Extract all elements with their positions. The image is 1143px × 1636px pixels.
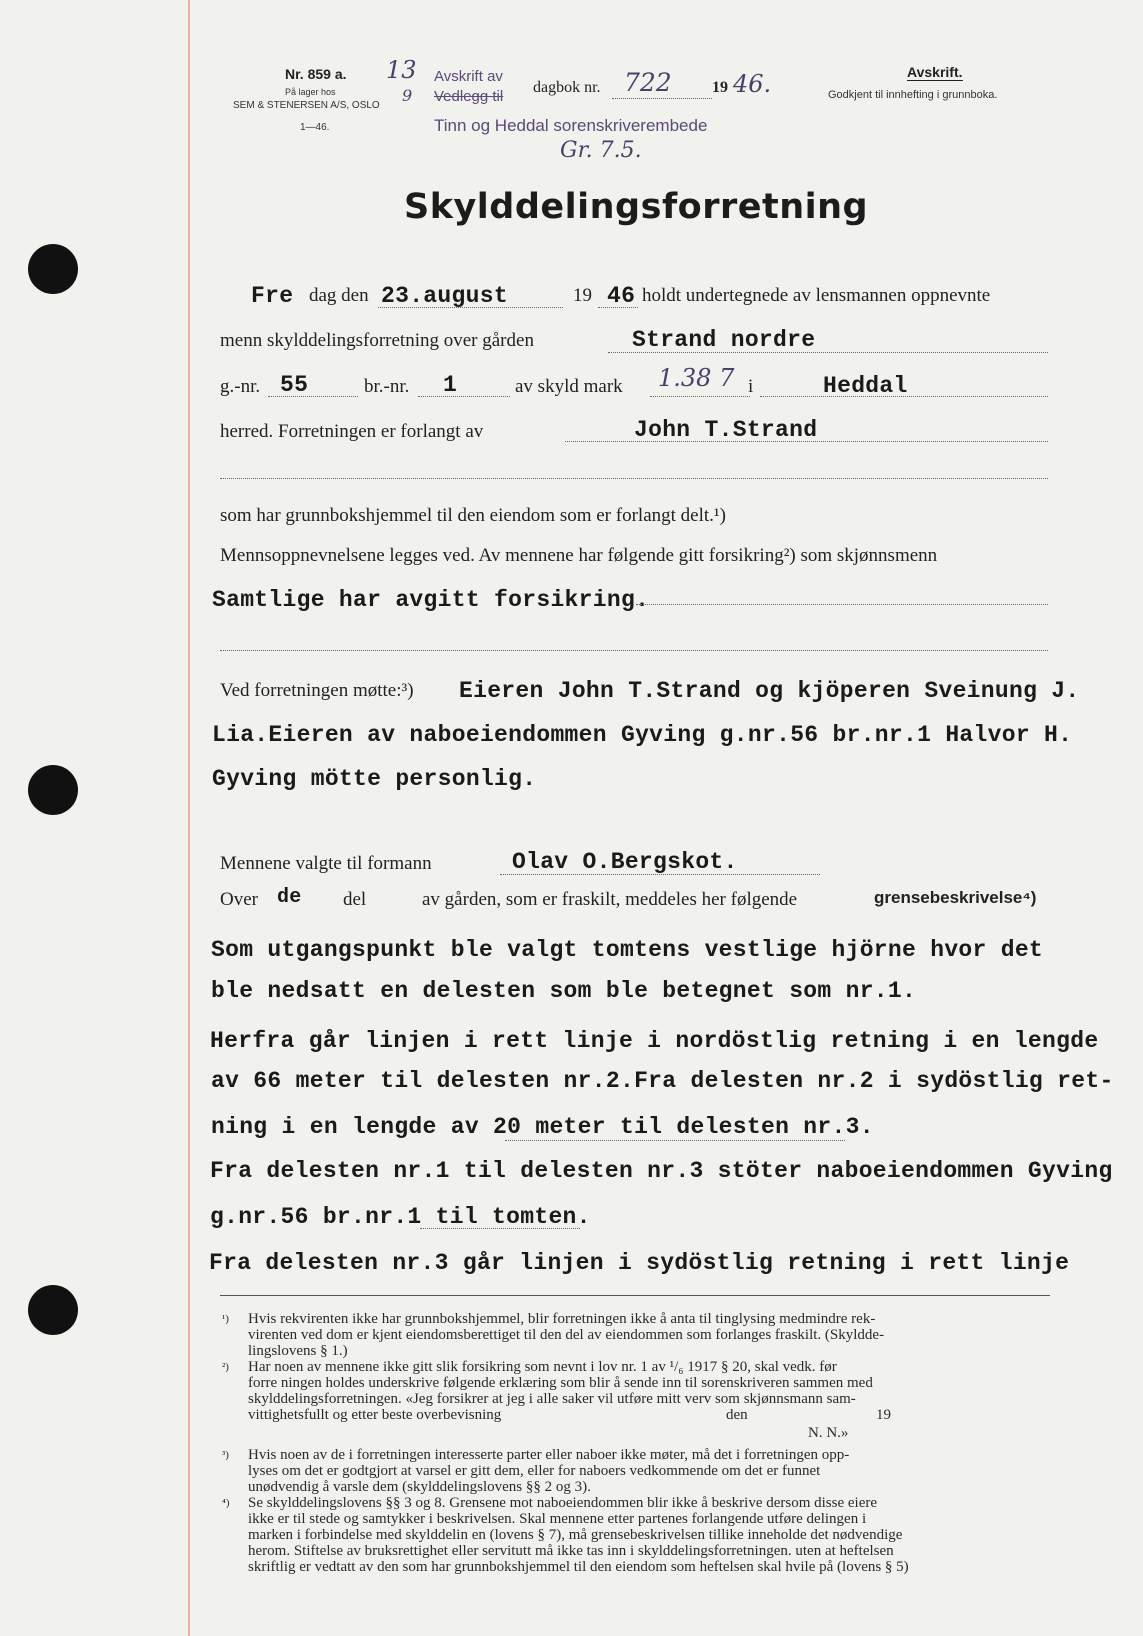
margin-rule: [188, 0, 190, 1636]
footnote-text: virenten ved dom er kjent eiendomsberettiget til den del av eiendommen som forlanges fraskilt. (Skyldde-: [248, 1327, 885, 1343]
form-number: Nr. 859 a.: [285, 66, 347, 82]
menn-text: menn skylddelingsforretning over gården: [220, 330, 534, 351]
forsikring-line: [636, 604, 1048, 605]
description-line: ble nedsatt en delesten som ble betegnet som nr.1.: [211, 978, 917, 1004]
handwritten-note: Gr. 7.5.: [560, 138, 642, 163]
footnote-text: Se skylddelingslovens §§ 3 og 8. Grensene mot naboeiendommen blir ikke å beskrive dersom disse eiere: [248, 1495, 878, 1511]
motte-typed-2: Lia.Eieren av naboeiendommen Gyving g.nr.56 br.nr.1 Halvor H.: [212, 722, 1073, 748]
brnr-label: br.-nr.: [364, 376, 410, 397]
footnote-number: ¹): [222, 1313, 229, 1325]
motte-typed-1: Eieren John T.Strand og kjöperen Sveinung J.: [459, 678, 1080, 704]
blank-line: [220, 478, 1048, 479]
footnote-text: forre ningen holdes underskrive følgende erklæring som blir å sende inn til sorenskriveren sammen med: [248, 1375, 873, 1391]
over-label: Over: [220, 889, 258, 910]
footnote-text: Hvis noen av de i forretningen interesserte parter eller naboer ikke møter, må det i forretningen opp-: [248, 1447, 850, 1463]
footnote-text: Har noen av mennene ikke gitt slik forsikring som nevnt i lov nr. 1 av ¹/₆ 1917 § 20, skal vedk. før: [248, 1359, 837, 1375]
skyld-label: av skyld mark: [515, 376, 623, 397]
gnr-value: 55: [280, 372, 309, 398]
grunnbok-text: som har grunnbokshjemmel til den eiendom som er forlangt delt.¹): [220, 505, 726, 526]
publisher-date: 1—46.: [300, 122, 330, 133]
year-suffix: 46: [607, 283, 636, 309]
year-prefix: 19: [573, 285, 592, 306]
forsikring-typed: Samtlige har avgitt forsikring.: [212, 587, 650, 613]
description-underline: [420, 1228, 580, 1229]
punch-hole: [28, 765, 78, 815]
gnr-label: g.-nr.: [220, 376, 261, 397]
description-line: av 66 meter til delesten nr.2.Fra delesten nr.2 i sydöstlig ret-: [211, 1068, 1114, 1094]
footnote-rule: [220, 1295, 1050, 1296]
description-line: Som utgangspunkt ble valgt tomtens vestlige hjörne hvor det: [211, 937, 1044, 963]
skyld-line: [650, 396, 750, 397]
fraskilt-text: av gården, som er fraskilt, meddeles her følgende: [422, 889, 798, 910]
header-year-prefix: 19: [712, 79, 728, 96]
footnote-number: ²): [222, 1361, 229, 1373]
footnote-text: herom. Stiftelse av bruksrettighet eller servitutt må ikke tas inn i skylddelingsforretningen. uten at heftelsen: [248, 1543, 894, 1559]
footnote-text: N. N.»: [808, 1425, 849, 1441]
dagbok-number: 722: [624, 68, 672, 97]
description-line: Fra delesten nr.1 til delesten nr.3 stöter naboeiendommen Gyving: [210, 1158, 1113, 1184]
footnote-text: vittighetsfullt og etter beste overbevisning: [248, 1407, 502, 1423]
brnr-line: [418, 396, 510, 397]
godkjent-text: Godkjent til innhefting i grunnboka.: [828, 89, 998, 101]
footnote-text: 19: [876, 1407, 891, 1423]
skyld-value: 1.38 7: [658, 364, 735, 392]
municipality: Heddal: [823, 373, 908, 399]
brnr-value: 1: [443, 372, 458, 398]
holdt-text: holdt undertegnede av lensmannen oppnevnte: [642, 285, 991, 306]
description-underline: [505, 1140, 845, 1141]
publisher-line: På lager hos: [285, 87, 336, 97]
stamp-office: Tinn og Heddal sorenskriverembede: [434, 116, 708, 135]
description-line: ning i en lengde av 20 meter til delesten nr.3.: [211, 1114, 874, 1140]
mennsopp-text: Mennsoppnevnelsene legges ved. Av mennene har følgende gitt forsikring²) som skjønnsmenn: [220, 545, 938, 566]
handwritten-date-day: 13: [386, 56, 417, 84]
motte-label: Ved forretningen møtte:³): [220, 680, 414, 701]
description-line: Herfra går linjen i rett linje i nordöstlig retning i en lengde: [210, 1028, 1099, 1054]
footnote-text: lyses om det er godtgjort at varsel er gitt dem, eller for naboers vedkommende om det er funnet: [248, 1463, 821, 1479]
farm-name: Strand nordre: [632, 327, 816, 353]
requester: John T.Strand: [634, 417, 818, 443]
footnote-text: skriftlig er vedtatt av den som har grunnbokshjemmel til den eiendom som heftelsen skal hvile på (lovens § 5): [248, 1559, 909, 1575]
stamp-avskrift: Avskrift av: [434, 68, 503, 85]
footnote-text: Hvis rekvirenten ikke har grunnbokshjemmel, blir forretningen ikke å anta til tinglysing medmindre rek-: [248, 1311, 876, 1327]
punch-hole: [28, 244, 78, 294]
footnote-text: lingslovens § 1.): [248, 1343, 348, 1359]
herred-text: herred. Forretningen er forlangt av: [220, 421, 484, 442]
grense-label: grensebeskrivelse⁴): [874, 888, 1037, 907]
publisher-name: SEM & STENERSEN A/S, OSLO: [233, 100, 380, 111]
footnote-text: marken i forbindelse med skylddelin en (lovens § 7), må grensebeskrivelsen tillike inneholde det nødvendige: [248, 1527, 903, 1543]
document-title: Skylddelingsforretning: [404, 187, 869, 227]
description-line: g.nr.56 br.nr.1 til tomten.: [210, 1204, 591, 1230]
punch-hole: [28, 1285, 78, 1335]
avskrift-label: Avskrift.: [907, 64, 963, 80]
formann-label: Mennene valgte til formann: [220, 853, 432, 874]
description-line: Fra delesten nr.3 går linjen i sydöstlig retning i rett linje: [209, 1250, 1070, 1276]
handwritten-date-month: 9: [402, 86, 413, 105]
over-value: de: [277, 886, 302, 909]
stamp-vedlegg: Vedlegg til: [434, 88, 504, 105]
footnote-number: ⁴): [222, 1497, 230, 1509]
header-year-suffix: 46.: [733, 70, 772, 98]
i-label: i: [748, 376, 754, 397]
del-label: del: [343, 889, 367, 910]
footnote-text: skylddelingsforretningen. «Jeg forsikrer at jeg i alle saker vil utføre mitt verv som skjønnsmann sam-: [248, 1391, 856, 1407]
meeting-date: 23.august: [381, 283, 508, 309]
weekday: Fre: [251, 283, 294, 309]
dagbok-line: [612, 98, 712, 99]
formann-line: [500, 874, 820, 875]
footnote-text: unødvendig å varsle dem (skylddelingslovens §§ 2 og 3).: [248, 1479, 591, 1495]
footnote-text: den: [726, 1407, 748, 1423]
formann-value: Olav O.Bergskot.: [512, 849, 738, 875]
footnote-text: ikke er til stede og samtykker i beskrivelsen. Skal mennene etter partenes forlangende utføre delingen i: [248, 1511, 867, 1527]
footnote-number: ³): [222, 1449, 229, 1461]
motte-typed-3: Gyving mötte personlig.: [212, 766, 537, 792]
dag-den-label: dag den: [309, 285, 369, 306]
dagbok-label: dagbok nr.: [533, 79, 601, 96]
blank-line: [220, 650, 1048, 651]
